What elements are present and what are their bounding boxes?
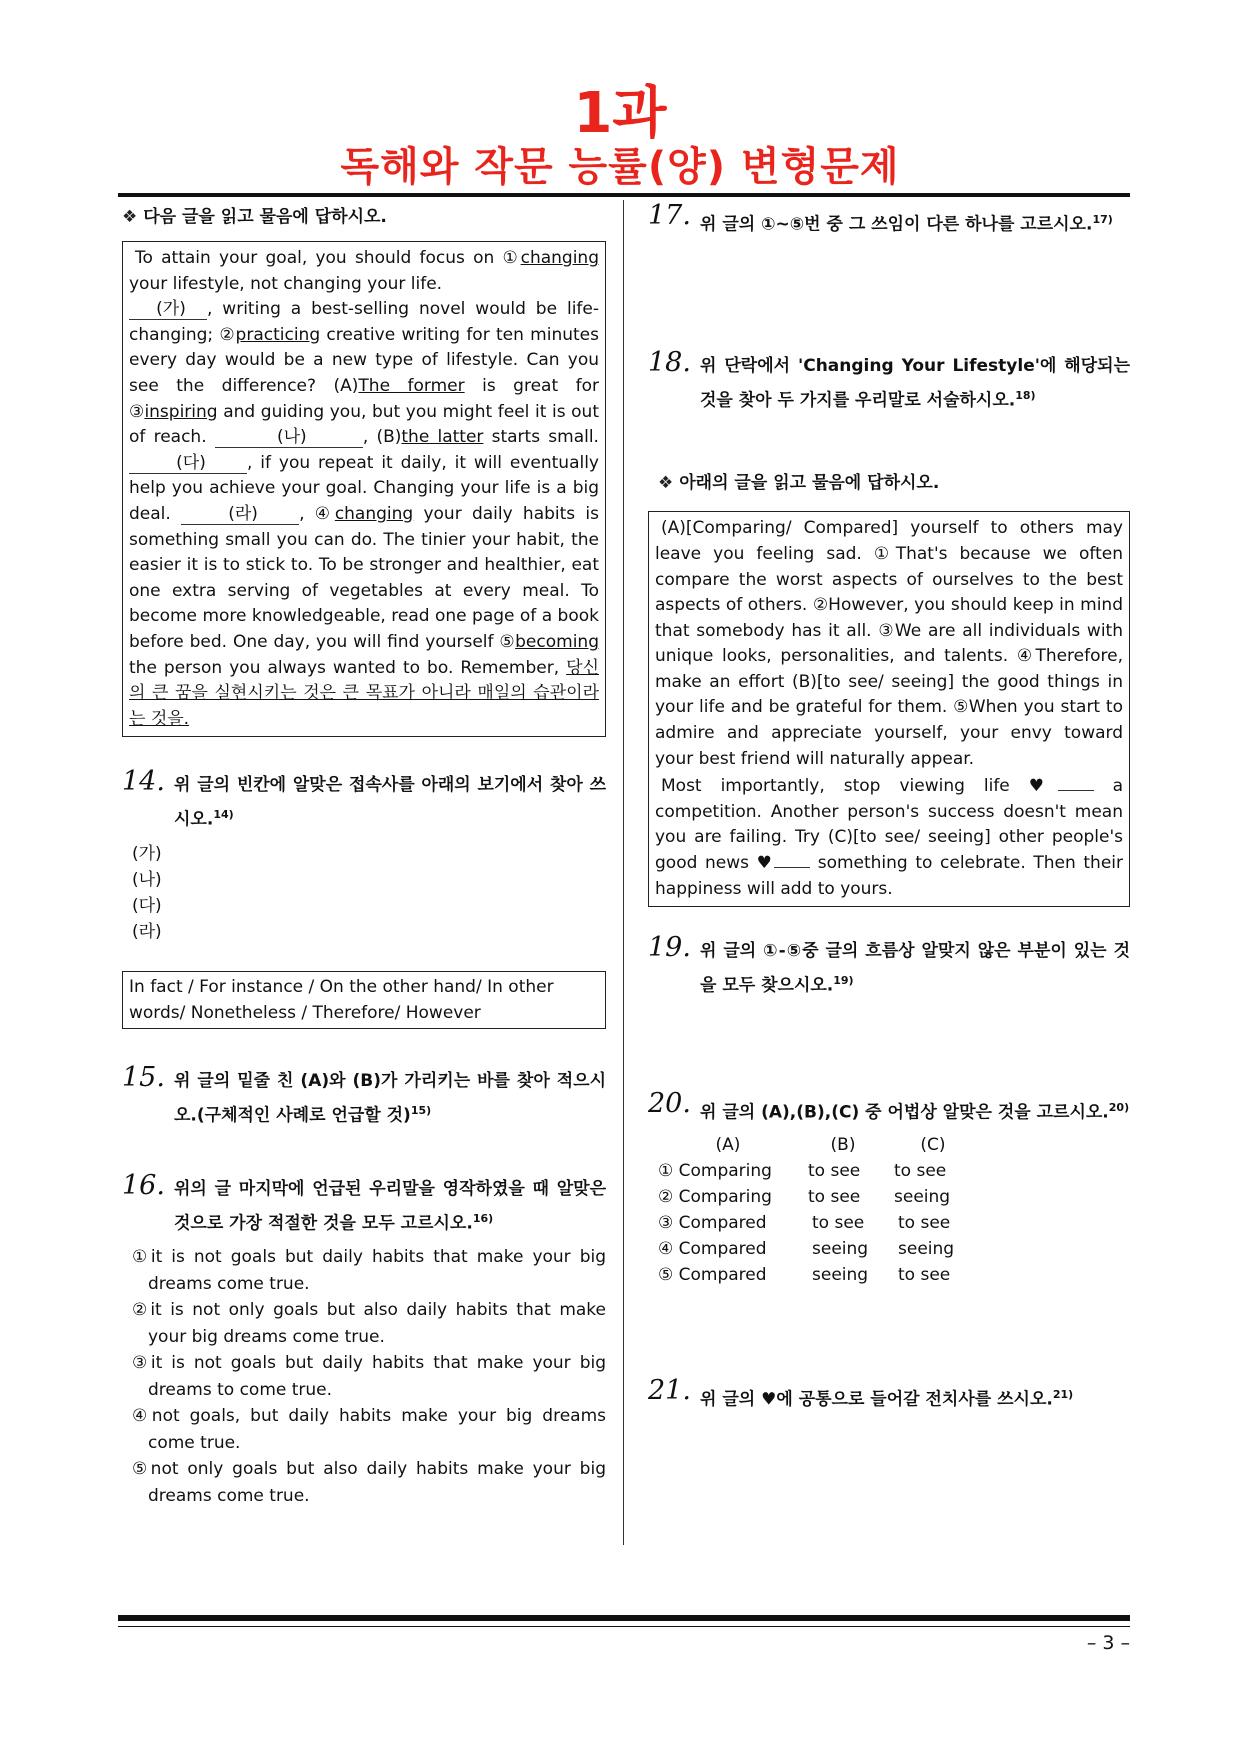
column-divider — [623, 200, 624, 1545]
lesson-title: 1과 — [573, 81, 667, 146]
question-16: 16. 위의 글 마지막에 언급된 우리말을 영작하였을 때 알맞은 것으로 가장 적절한 것을 모두 고르시오.$^{16)}$ — [122, 1169, 606, 1234]
bottom-rule — [118, 1615, 1130, 1621]
top-rule — [118, 193, 1130, 197]
label-na: (나) — [132, 869, 162, 890]
blank-da: (다) — [129, 453, 247, 474]
table-row[interactable]: ③ Compared to see to see — [658, 1212, 951, 1233]
question-14: 14. 위 글의 빈칸에 알맞은 접속사를 아래의 보기에서 찾아 쓰시오.$^{14)}$ — [122, 766, 606, 830]
table-header: (A) (B) (C) — [715, 1134, 946, 1155]
heart-icon: ♥ — [1028, 776, 1058, 797]
table-row[interactable]: ⑤ Compared seeing to see — [658, 1264, 951, 1285]
bottom-rule-thin — [118, 1626, 1130, 1627]
diamond-icon: ❖ — [658, 473, 674, 494]
q16-options — [122, 1244, 606, 1509]
table-row[interactable]: ② Comparing to see seeing — [658, 1186, 951, 1207]
q16-option-4[interactable]: ④not goals, but daily habits make your big dreams come true. — [132, 1406, 606, 1453]
blank-ga: (가) — [129, 299, 207, 320]
blank-na: (나) — [215, 427, 363, 448]
question-19: 19. 위 글의 ①-⑤중 글의 흐름상 알맞지 않은 부분이 있는 것을 모두 찾으시오.$^{19)}$ — [648, 932, 1130, 996]
passage-2: (A)[Comparing/ Compared] yourself to others may leave you feeling sad. ①That's because we often compare the worst aspects of ourselves to the best aspects of others. ②However, you should keep in mind that somebody has it all. ③We are all individuals with unique looks, personalities, and talents. ④Therefore, make an effort (B)[to see/ seeing] the good things in your life and be grateful for them. ⑤When you start to admire and appreciate yourself, your envy toward your best friend will naturally appear. Most importantly, stop viewing life ♥ a competition. Another person's success doesn't mean you are failing. Try (C)[to see/ seeing] other people's good news ♥ something to celebrate. Then their happiness will add to yours. — [648, 511, 1130, 907]
instruction-1: ❖ 다음 글을 읽고 물음에 답하시오. — [122, 207, 387, 227]
label-da: (다) — [132, 895, 162, 916]
page-subtitle: 독해와 작문 능률(양) 변형문제 — [340, 144, 900, 190]
q14-blank-labels — [132, 841, 606, 945]
instruction-2: ❖ 아래의 글을 읽고 물음에 답하시오. — [658, 473, 940, 494]
blank-ra: (라) — [181, 504, 299, 525]
table-row[interactable]: ① Comparing to see to see — [658, 1160, 947, 1181]
left-column — [122, 205, 606, 1509]
right-column — [648, 200, 1130, 1414]
question-21: 21. 위 글의 ♥에 공통으로 들어갈 전치사를 쓰시오.$^{21)}$ — [648, 1374, 1074, 1410]
table-row[interactable]: ④ Compared seeing seeing — [658, 1238, 955, 1259]
question-15: 15. 위 글의 밑줄 친 (A)와 (B)가 가리키는 바를 찾아 적으시오.(구체적인 사례로 언급할 것)$^{15)}$ — [122, 1061, 606, 1126]
q16-option-3[interactable]: ③it is not goals but daily habits that make your big dreams to come true. — [132, 1353, 606, 1400]
heart-icon: ♥ — [761, 1389, 777, 1410]
passage-1: To attain your goal, you should focus on ①changing your lifestyle, not changing your life. (가) , writing a best-selling novel would be life-changing; ②practicing creative writing for ten minutes every day would be a new type of lifestyle. Can you see the difference? (A)The former is great for ③inspiring and guiding you, but you might feel it is out of reach. (나) , (B)the latter starts small. (다) , if you repeat it daily, it will eventually help you achieve your goal. Changing your life is a big deal. (라) , ④changing your daily habits is something small you can do. The tinier your habit, the easier it is to stick to. To be stronger and healthier, eat one extra serving of vegetables at every meal. To become more knowledgeable, read one page of a book before bed. One day, you will find yourself ⑤becoming the person you always wanted to bo. Remember, 당신의 큰 꿈을 실현시키는 것은 큰 목표가 아니라 매일의 습관이라는 것을. — [122, 241, 606, 737]
q16-option-2[interactable]: ②it is not only goals but also daily habits that make your big dreams come true. — [132, 1300, 606, 1347]
question-20: 20. 위 글의 (A),(B),(C) 중 어법상 알맞은 것을 고르시오.$^{20)}$ — [648, 1087, 1130, 1123]
label-ra: (라) — [132, 921, 162, 942]
q16-option-5[interactable]: ⑤not only goals but also daily habits make your big dreams come true. — [132, 1459, 606, 1506]
question-17: 17. 위 글의 ①~⑤번 중 그 쓰임이 다른 하나를 고르시오.$^{17)}$ — [648, 200, 1113, 235]
page-number: – 3 – — [1086, 1632, 1130, 1654]
label-ga: (가) — [132, 843, 162, 864]
q20-choice-table — [658, 1132, 978, 1288]
q16-option-1[interactable]: ①it is not goals but daily habits that make your big dreams come true. — [132, 1247, 606, 1294]
q14-word-box: In fact / For instance / On the other hand/ In other words/ Nonetheless / Therefore/ However — [122, 971, 606, 1029]
heart-icon: ♥ — [756, 853, 775, 874]
question-18: 18. 위 단락에서 'Changing Your Lifestyle'에 해당되는 것을 찾아 두 가지를 우리말로 서술하시오.$^{18)}$ — [648, 346, 1130, 411]
diamond-icon: ❖ — [122, 207, 138, 227]
